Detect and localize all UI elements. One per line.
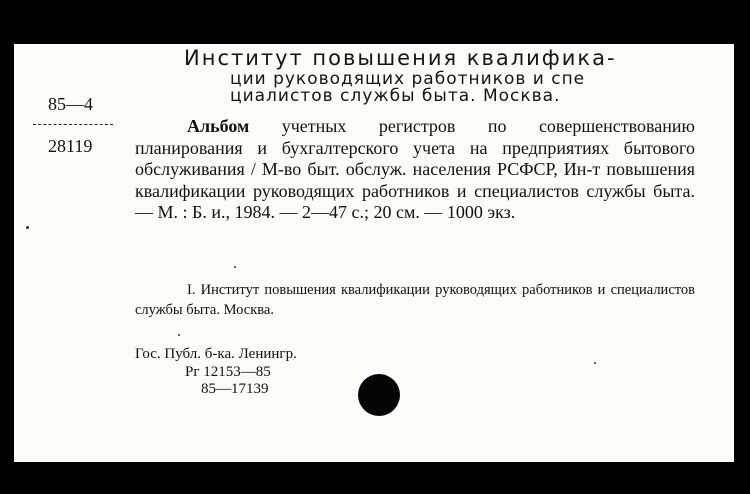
speck [178,334,180,336]
divider-rule [33,124,113,125]
speck [26,226,29,229]
holdings-block [135,346,297,399]
holdings-number: 85—17139 [201,381,269,397]
speck [594,362,596,364]
accession-number: 28119 [48,136,93,156]
call-number: 85—4 [48,94,93,114]
holdings-registration: Рг 12153—85 [185,363,271,380]
bibliographic-entry [135,116,695,224]
holdings-library: Гос. Публ. б-ка. Ленингр. [135,346,297,362]
handwritten-heading-line-2: ции руководящих работников и спе [230,69,586,89]
tracing-text: I. Институт повышения квалификации руководящих работников и специалистов службы быта. Москва. [135,282,695,318]
entry-title-heading: Альбом [187,116,250,136]
tracing-note [135,280,695,320]
speck [234,266,236,268]
entry-body: учетных регистров по совершенствованию планирования и бухгалтерского учета на предприятиях бытового обслуживания / М-во быт. обслуж. населения РСФСР, Ин-т повышения квалификации руководящих работников и специалистов службы быта. — М. : Б. и., 1984. — 2—47 с.; 20 см. — 1000 экз. [135,116,695,223]
handwritten-heading-line-3: циалистов службы быта. Москва. [230,86,561,106]
punch-hole [358,374,400,416]
handwritten-heading-line-1: Институт повышения квалифика- [184,46,617,70]
catalog-card [14,44,734,462]
